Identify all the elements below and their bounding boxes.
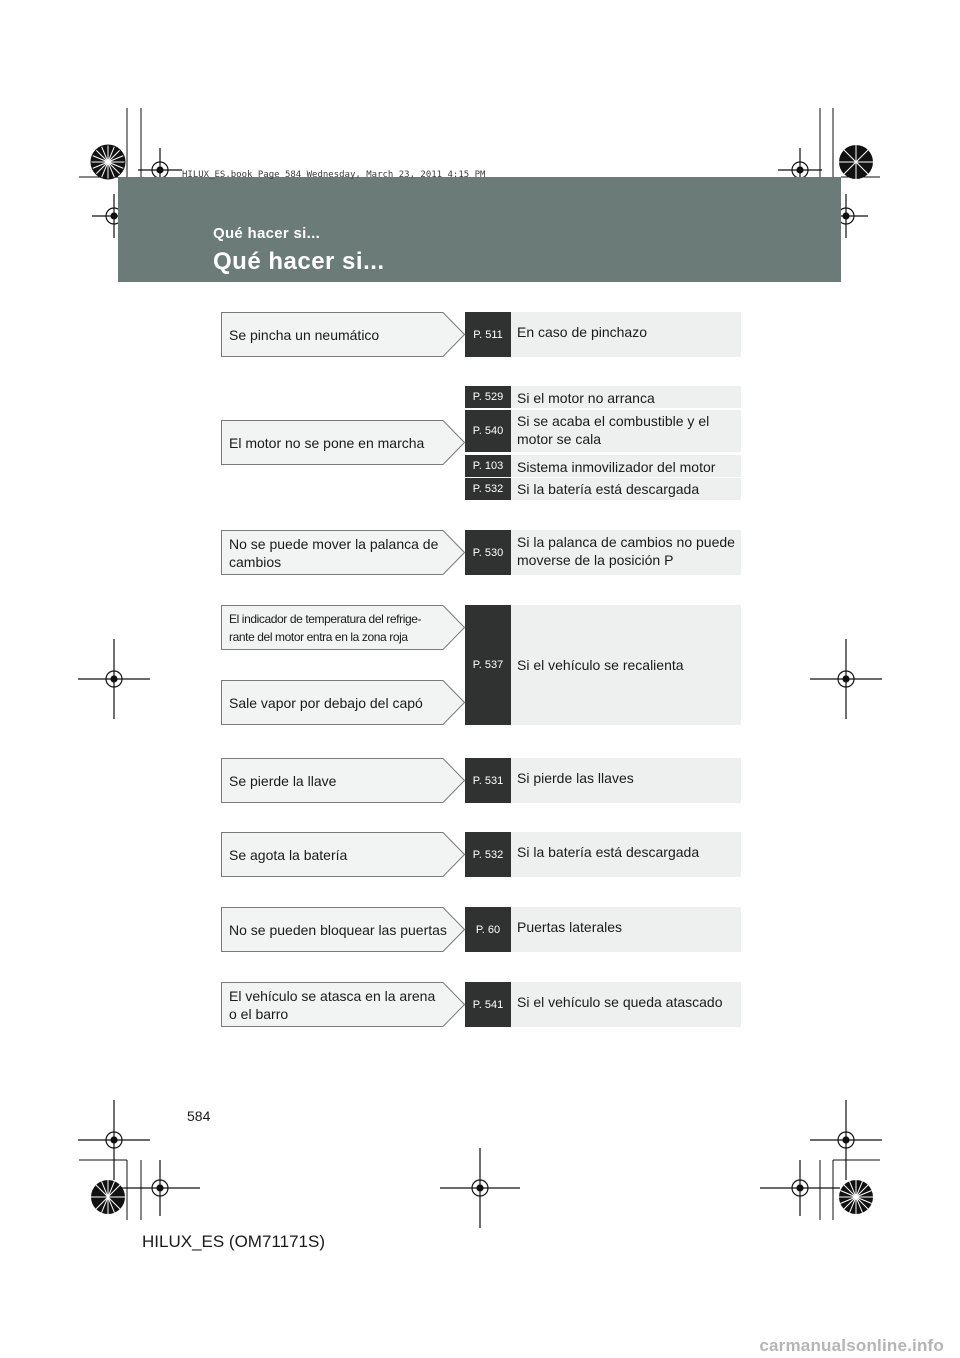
page-ref: P. 540 xyxy=(465,410,511,452)
page-title: Qué hacer si... xyxy=(213,248,385,275)
page-ref: P. 103 xyxy=(465,455,511,477)
problem-box xyxy=(221,420,465,465)
book-stamp: HILUX_ES.book Page 584 Wednesday, March 23, 2011 4:15 PM xyxy=(182,170,486,180)
solution-text: Si la batería está descargada xyxy=(517,481,700,497)
solution-cell xyxy=(511,386,741,408)
solution-text: Si el vehículo se recalienta xyxy=(517,657,684,673)
solution-text: Sistema inmovilizador del motor xyxy=(517,459,716,475)
solution-cell xyxy=(511,605,741,725)
problem-box xyxy=(221,982,465,1027)
solution-cell xyxy=(511,478,741,500)
problem-label: Se pincha un neumático xyxy=(229,326,380,343)
problem-box xyxy=(221,530,465,575)
problem-box xyxy=(221,907,465,952)
problem-label: El motor no se pone en marcha xyxy=(229,434,425,451)
solution-cell xyxy=(511,312,741,357)
problem-box xyxy=(221,605,465,650)
problem-label: No se pueden bloquear las puertas xyxy=(229,921,447,938)
solution-cell xyxy=(511,982,741,1027)
problem-box xyxy=(221,312,465,357)
footer-model-code: HILUX_ES (OM71171S) xyxy=(142,1232,325,1251)
watermark-link[interactable]: carmanualsonline.info xyxy=(759,1336,944,1355)
solution-text: Si la batería está descargada xyxy=(517,844,700,860)
section-label: Qué hacer si... xyxy=(213,225,321,242)
solution-cell xyxy=(511,530,741,575)
solution-text: Si la palanca de cambios no puede moverse de la posición P xyxy=(517,534,735,568)
solution-text: Si se acaba el combustible y el motor se cala xyxy=(517,413,710,447)
solution-text: Puertas laterales xyxy=(517,919,623,935)
problem-label: Se agota la batería xyxy=(229,846,348,863)
page-number: 584 xyxy=(187,1108,211,1124)
page-ref: P. 529 xyxy=(465,386,511,408)
page-ref: P. 60 xyxy=(465,907,511,952)
solution-text: En caso de pinchazo xyxy=(517,324,647,340)
page-ref: P. 532 xyxy=(465,832,511,877)
problem-label: El indicador de temperatura del refrige- rante del motor entra en la zona roja xyxy=(229,611,422,644)
solution-cell xyxy=(511,410,741,452)
problem-box xyxy=(221,680,465,725)
solution-text: Si pierde las llaves xyxy=(517,770,634,786)
solution-cell xyxy=(511,832,741,877)
page-ref: P. 531 xyxy=(465,758,511,803)
solution-text: Si el vehículo se queda atascado xyxy=(517,994,723,1010)
problem-box xyxy=(221,832,465,877)
solution-cell xyxy=(511,758,741,803)
solution-cell xyxy=(511,907,741,952)
solution-text: Si el motor no arranca xyxy=(517,390,655,406)
problem-box xyxy=(221,758,465,803)
page-ref: P. 537 xyxy=(465,605,511,725)
page-ref: P. 530 xyxy=(465,530,511,575)
page-ref: P. 511 xyxy=(465,312,511,357)
problem-label: El vehículo se atasca en la arena o el barro xyxy=(229,987,436,1022)
page-ref: P. 541 xyxy=(465,982,511,1027)
problem-label: No se puede mover la palanca de cambios xyxy=(229,535,439,570)
page-ref: P. 532 xyxy=(465,478,511,500)
solution-cell xyxy=(511,455,741,477)
problem-label: Se pierde la llave xyxy=(229,772,337,789)
problem-label: Sale vapor por debajo del capó xyxy=(229,694,423,711)
